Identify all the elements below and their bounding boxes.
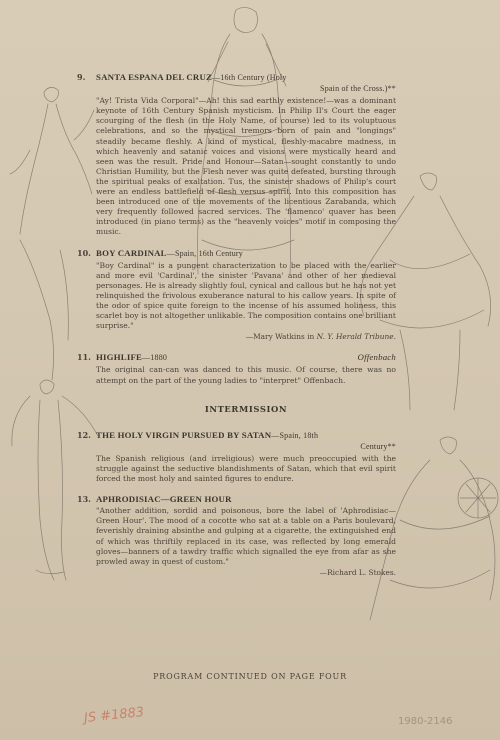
entry-description: "Ay! Trista Vida Corporal"—Ah! this sad earthly existence!—was a dominant keynote of 16th Century Spanish mysticism. In Philip II's Court the eager scourging of the flesh (in the Holy Name, of course) led to its voluptuous celebrations, and so the mystical tremors born of pain and "longings" steadily became fleshly. A kind of mystical, fleshly-macabre madness, in which heavenly and satanic voices and visions were mystically heard and seen was the result. Pride and Honour—Satan—sought constantly to undo Christian Humility, but the Flesh never was quite defeated, bursting through the spiritual peaks of exaltation. Tus, the sinister shadows of Philip's court were an endless battlefield of flesh versus spirit. Into this composition has been introduced one of the movements of the licentious Zarabanda, which very frequently followed sacred services. The 'flamenco' quaver has been introduced (in piano terms) as the "heavenly voices" motif in composing the music. [96, 96, 396, 237]
entry-number: 10. [77, 247, 91, 258]
continued-notice: PROGRAM CONTINUED ON PAGE FOUR [153, 672, 347, 681]
left-lower-figure-sketch [12, 380, 98, 580]
entry-title-text: APHRODISIAC—GREEN HOUR [96, 494, 232, 505]
entry-title [96, 352, 396, 363]
program-entry [77, 352, 396, 385]
program-entry [77, 72, 396, 238]
entry-composer: Offenbach [357, 352, 396, 363]
program-entry [77, 429, 396, 484]
entry-number: 13. [77, 494, 91, 505]
entry-number: 9. [77, 72, 86, 82]
entry-credit: —Richard L. Stokes. [319, 567, 396, 577]
entry-title-text: BOY CARDINAL [96, 247, 167, 258]
intermission-heading: INTERMISSION [204, 403, 288, 414]
entry-credit [96, 332, 396, 342]
entry-title [96, 494, 396, 504]
program-entry [77, 494, 396, 578]
entry-description: "Boy Cardinal" is a pungent characterization to be placed with the earlier and more evil 'Cardinal', the sinister 'Pavana' and other of her medieval personages. He is already slightly foul, cynical and callous but he has not yet relinquished the frivolous exuberance natural to his callow years. In spite of the odor of spice quite foreign to the incense of his assumed holiness, this scarlet boy is not altogether unlikable. The composition contains one brilliant surprise." [96, 260, 396, 331]
entry-description: "Another addition, sordid and poisonous, bore the label of 'Aphrodisiac—Green Hour'. The mood of a cocotte who sat at a table on a Paris boulevard, feverishly draining absinthe and gulping at a cigarette, the extinguished end of which was thriftily replaced in its case, was reflected by long emerald gloves—banners of a tawdry traffic which signalled the eye from afar as she prowled away in quest of custom." [96, 506, 396, 566]
credit-author: —Mary Watkins in [245, 332, 315, 342]
entry-subtitle: —16th Century (Holy [212, 73, 287, 82]
entry-subtitle: —Spain, 18th [271, 430, 319, 440]
accession-number: 1980-2146 [398, 716, 453, 727]
entry-number: 12. [77, 429, 91, 440]
entry-subtitle-continued [96, 83, 396, 94]
entry-subtitle: —1880 [142, 353, 168, 363]
entry-subtitle-continued [96, 441, 396, 452]
entry-title [96, 248, 396, 259]
entry-subtitle-2: Spain of the Cross.)** [320, 84, 396, 94]
entry-title-text: THE HOLY VIRGIN PURSUED BY SATAN [96, 429, 272, 440]
entry-subtitle: —Spain, 16th Century [166, 248, 243, 258]
entry-title [96, 72, 396, 83]
inventory-number: JS #1883 [83, 704, 145, 727]
credit-publication: N. Y. Herald Tribune. [316, 332, 396, 342]
entry-description: The Spanish religious (and irreligious) were much preoccupied with the struggle against the seductive blandishments of Satan, which that evil spirit forced the most holy and sainted figures to endure. [96, 453, 396, 484]
entry-number: 11. [77, 352, 91, 363]
entry-title-text: HIGHLIFE [96, 352, 143, 363]
program-content [77, 72, 396, 588]
entry-title [96, 430, 396, 441]
entry-title-text: SANTA ESPANA DEL CRUZ [96, 72, 213, 82]
entry-description: The original can-can was danced to this music. Of course, there was no attempt on the part of the young ladies to "interpret" Offenbach. [96, 365, 396, 385]
left-dancer-sketch [10, 87, 94, 380]
program-entry [77, 247, 396, 343]
entry-subtitle-2: Century** [360, 441, 396, 451]
